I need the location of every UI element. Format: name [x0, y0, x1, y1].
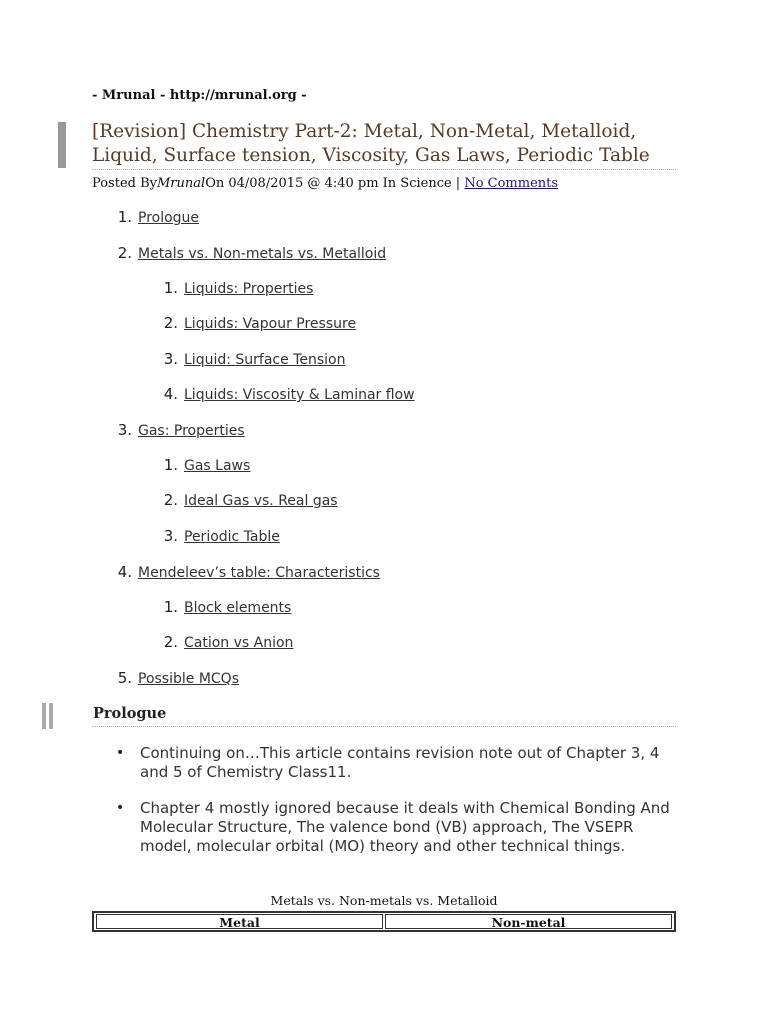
- table-caption: Metals vs. Non-metals vs. Metalloid: [270, 893, 498, 908]
- table-header-metal: Metal: [96, 914, 383, 929]
- toc-link[interactable]: Block elements: [184, 600, 292, 616]
- section-heading-prologue: Prologue: [93, 705, 167, 722]
- bullet-text: Chapter 4 mostly ignored because it deals with Chemical Bonding And Molecular Structure, The valence bond (VB) approach, The VSEPR model, molecular orbital (MO) theory and other technical things.: [140, 799, 670, 855]
- toc-link[interactable]: Liquid: Surface Tension: [184, 352, 346, 368]
- comparison-table: [92, 911, 676, 932]
- list-item: [116, 744, 676, 782]
- list-item: [116, 799, 676, 856]
- toc-link[interactable]: Periodic Table: [184, 529, 280, 545]
- toc-item-liquids-properties[interactable]: 1. Liquids: Properties: [163, 279, 314, 297]
- bullet-dot-icon: •: [116, 745, 125, 761]
- toc-link[interactable]: Liquids: Viscosity & Laminar flow: [184, 387, 415, 403]
- title-divider: [92, 169, 676, 170]
- toc-item-cation-anion[interactable]: 2. Cation vs Anion: [163, 633, 294, 651]
- prologue-bullet-list: [116, 744, 676, 856]
- meta-date-category: On 04/08/2015 @ 4:40 pm In Science |: [205, 176, 465, 191]
- toc-link[interactable]: Prologue: [138, 210, 200, 226]
- title-accent-bar: [58, 122, 66, 168]
- bullet-dot-icon: •: [116, 800, 125, 816]
- toc-item-gas-properties[interactable]: 3. Gas: Properties: [117, 421, 245, 439]
- toc-item-surface-tension[interactable]: 3. Liquid: Surface Tension: [163, 350, 346, 368]
- toc-item-periodic-table[interactable]: 3. Periodic Table: [163, 527, 280, 545]
- table-header-non-metal: Non-metal: [385, 914, 672, 929]
- meta-prefix: Posted By: [92, 176, 157, 191]
- toc-item-ideal-gas[interactable]: 2. Ideal Gas vs. Real gas: [163, 491, 338, 509]
- toc-item-viscosity[interactable]: 4. Liquids: Viscosity & Laminar flow: [163, 385, 415, 403]
- post-title: [Revision] Chemistry Part-2: Metal, Non-Metal, Metalloid, Liquid, Surface tension, Viscosity, Gas Laws, Periodic Table: [92, 121, 650, 166]
- section-divider: [92, 726, 676, 727]
- toc-link[interactable]: Possible MCQs: [138, 671, 239, 687]
- toc-item-gas-laws[interactable]: 1. Gas Laws: [163, 456, 251, 474]
- toc-link[interactable]: Gas Laws: [184, 458, 251, 474]
- toc-link[interactable]: Liquids: Vapour Pressure: [184, 316, 357, 332]
- toc-link[interactable]: Ideal Gas vs. Real gas: [184, 493, 338, 509]
- toc-link[interactable]: Metals vs. Non-metals vs. Metalloid: [138, 246, 387, 262]
- toc-item-block-elements[interactable]: 1. Block elements: [163, 598, 292, 616]
- toc-link[interactable]: Gas: Properties: [138, 423, 245, 439]
- toc-item-possible-mcqs[interactable]: 5. Possible MCQs: [117, 669, 239, 687]
- post-meta: [92, 176, 558, 191]
- comments-link[interactable]: No Comments: [464, 176, 559, 191]
- toc-item-metals[interactable]: 2. Metals vs. Non-metals vs. Metalloid: [117, 244, 387, 262]
- section-accent-bar: [42, 703, 46, 729]
- toc-item-mendeleev[interactable]: 4. Mendeleev’s table: Characteristics: [117, 563, 380, 581]
- toc-link[interactable]: Mendeleev’s table: Characteristics: [138, 565, 380, 581]
- section-accent-bar: [49, 703, 53, 729]
- post-author: Mrunal: [157, 176, 206, 191]
- site-header-line: - Mrunal - http://mrunal.org -: [92, 88, 307, 103]
- toc-link[interactable]: Cation vs Anion: [184, 635, 294, 651]
- toc-item-vapour-pressure[interactable]: 2. Liquids: Vapour Pressure: [163, 314, 357, 332]
- toc-link[interactable]: Liquids: Properties: [184, 281, 314, 297]
- bullet-text: Continuing on…This article contains revision note out of Chapter 3, 4 and 5 of Chemistry Class11.: [140, 744, 660, 781]
- toc-item-prologue[interactable]: 1. Prologue: [117, 208, 200, 226]
